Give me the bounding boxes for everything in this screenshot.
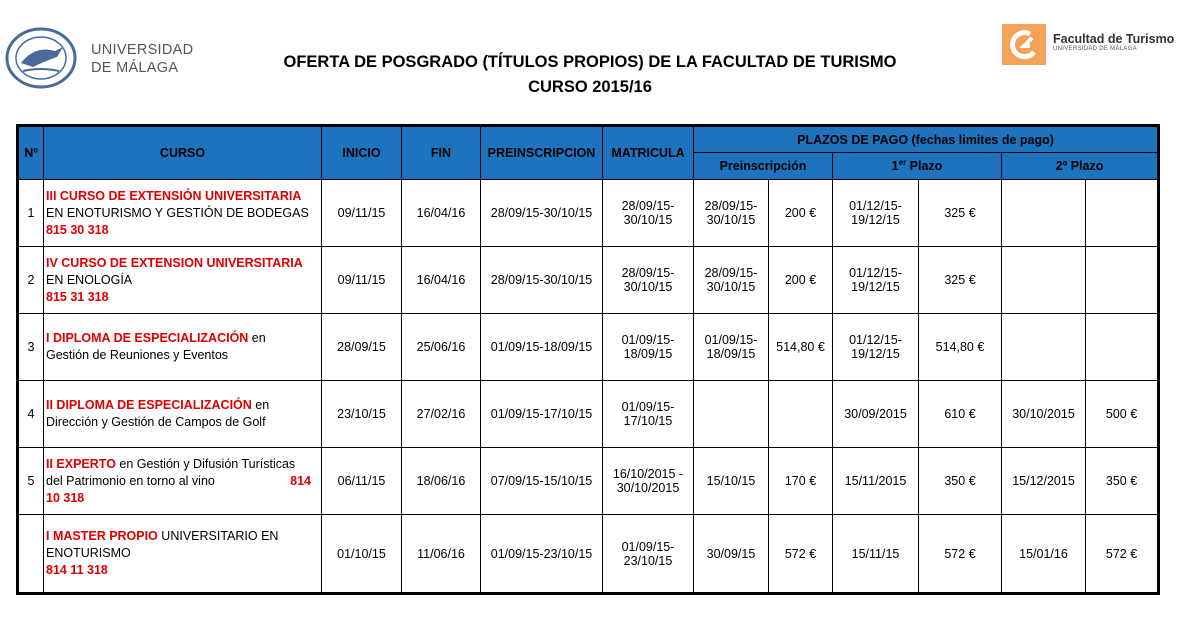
col-header-fin: FIN (402, 126, 481, 180)
first-payment-date: 01/12/15- 19/12/15 (833, 180, 919, 247)
start-date: 23/10/15 (322, 381, 402, 448)
second-payment-amount (1086, 247, 1159, 314)
enrollment-period: 01/09/15- 17/10/15 (603, 381, 694, 448)
preinscription-period: 07/09/15-15/10/15 (481, 448, 603, 515)
enrollment-period: 16/10/2015 - 30/10/2015 (603, 448, 694, 515)
enrollment-period: 01/09/15- 18/09/15 (603, 314, 694, 381)
pre-payment-date: 30/09/15 (694, 515, 769, 594)
course-cell: II EXPERTO en Gestión y Difusión Turísticas del Patrimonio en torno al vino 814 10 318 (44, 448, 322, 515)
second-payment-date (1002, 314, 1086, 381)
table-row (18, 247, 1159, 314)
course-cell: II DIPLOMA DE ESPECIALIZACIÓN en Dirección y Gestión de Campos de Golf (44, 381, 322, 448)
first-payment-date: 01/12/15- 19/12/15 (833, 314, 919, 381)
col-header-sub-plazo1: 1er Plazo (833, 153, 1002, 180)
preinscription-period: 28/09/15-30/10/15 (481, 180, 603, 247)
pre-payment-date (694, 381, 769, 448)
faculty-logo-title: Facultad de Turismo (1053, 32, 1175, 46)
row-number: 4 (18, 381, 44, 448)
pre-payment-amount: 572 € (769, 515, 833, 594)
start-date: 06/11/15 (322, 448, 402, 515)
course-cell: I MASTER PROPIO UNIVERSITARIO EN ENOTURISMO 814 11 318 (44, 515, 322, 594)
col-header-curso: CURSO (44, 126, 322, 180)
col-header-matricula: MATRICULA (603, 126, 694, 180)
row-number: 1 (18, 180, 44, 247)
pre-payment-amount: 200 € (769, 180, 833, 247)
col-header-sub-plazo2: 2º Plazo (1002, 153, 1159, 180)
start-date: 09/11/15 (322, 247, 402, 314)
preinscription-period: 01/09/15-17/10/15 (481, 381, 603, 448)
end-date: 16/04/16 (402, 180, 481, 247)
col-header-preinscripcion: PREINSCRIPCION (481, 126, 603, 180)
faculty-logo-subtitle: UNIVERSIDAD DE MÁLAGA (1053, 46, 1137, 52)
first-payment-date: 30/09/2015 (833, 381, 919, 448)
first-payment-date: 01/12/15- 19/12/15 (833, 247, 919, 314)
col-header-n: Nº (18, 126, 44, 180)
start-date: 09/11/15 (322, 180, 402, 247)
end-date: 25/06/16 (402, 314, 481, 381)
first-payment-amount: 572 € (919, 515, 1002, 594)
second-payment-date (1002, 247, 1086, 314)
pre-payment-amount: 200 € (769, 247, 833, 314)
university-name: UNIVERSIDAD DE MÁLAGA (91, 42, 194, 76)
first-payment-amount: 325 € (919, 180, 1002, 247)
first-payment-amount: 514,80 € (919, 314, 1002, 381)
enrollment-period: 28/09/15- 30/10/15 (603, 247, 694, 314)
pre-payment-date: 15/10/15 (694, 448, 769, 515)
second-payment-date (1002, 180, 1086, 247)
preinscription-period: 01/09/15-18/09/15 (481, 314, 603, 381)
pre-payment-amount: 514,80 € (769, 314, 833, 381)
col-header-sub-preinscripcion: Preinscripción (694, 153, 833, 180)
second-payment-amount: 350 € (1086, 448, 1159, 515)
preinscription-period: 28/09/15-30/10/15 (481, 247, 603, 314)
university-seal-icon (5, 27, 77, 89)
pre-payment-date: 28/09/15- 30/10/15 (694, 247, 769, 314)
second-payment-amount: 572 € (1086, 515, 1159, 594)
table-row (18, 381, 1159, 448)
course-cell: III CURSO DE EXTENSIÓN UNIVERSITARIA EN ENOTURISMO Y GESTIÓN DE BODEGAS 815 30 318 (44, 180, 322, 247)
first-payment-amount: 350 € (919, 448, 1002, 515)
preinscription-period: 01/09/15-23/10/15 (481, 515, 603, 594)
faculty-logo (1002, 24, 1178, 68)
university-logo (3, 25, 194, 91)
first-payment-amount: 610 € (919, 381, 1002, 448)
second-payment-amount (1086, 314, 1159, 381)
courses-table (16, 124, 1160, 595)
row-number: 3 (18, 314, 44, 381)
course-cell: IV CURSO DE EXTENSION UNIVERSITARIA EN ENOLOGÍA 815 31 318 (44, 247, 322, 314)
start-date: 28/09/15 (322, 314, 402, 381)
pre-payment-amount (769, 381, 833, 448)
pre-payment-date: 01/09/15- 18/09/15 (694, 314, 769, 381)
table-row (18, 180, 1159, 247)
row-number: 5 (18, 448, 44, 515)
table-header-row (18, 126, 1159, 153)
row-number: 2 (18, 247, 44, 314)
table-row (18, 448, 1159, 515)
second-payment-amount: 500 € (1086, 381, 1159, 448)
first-payment-date: 15/11/15 (833, 515, 919, 594)
first-payment-date: 15/11/2015 (833, 448, 919, 515)
end-date: 18/06/16 (402, 448, 481, 515)
pre-payment-date: 28/09/15- 30/10/15 (694, 180, 769, 247)
end-date: 27/02/16 (402, 381, 481, 448)
col-header-inicio: INICIO (322, 126, 402, 180)
course-cell: I DIPLOMA DE ESPECIALIZACIÓN en Gestión de Reuniones y Eventos (44, 314, 322, 381)
enrollment-period: 28/09/15- 30/10/15 (603, 180, 694, 247)
col-header-plazos: PLAZOS DE PAGO (fechas limites de pago) (694, 126, 1159, 153)
second-payment-date: 15/01/16 (1002, 515, 1086, 594)
start-date: 01/10/15 (322, 515, 402, 594)
faculty-logo-icon (1002, 24, 1046, 65)
second-payment-date: 30/10/2015 (1002, 381, 1086, 448)
table-row (18, 515, 1159, 594)
second-payment-amount (1086, 180, 1159, 247)
second-payment-date: 15/12/2015 (1002, 448, 1086, 515)
end-date: 11/06/16 (402, 515, 481, 594)
enrollment-period: 01/09/15- 23/10/15 (603, 515, 694, 594)
row-number (18, 515, 44, 594)
pre-payment-amount: 170 € (769, 448, 833, 515)
end-date: 16/04/16 (402, 247, 481, 314)
first-payment-amount: 325 € (919, 247, 1002, 314)
table-row (18, 314, 1159, 381)
page-title: OFERTA DE POSGRADO (TÍTULOS PROPIOS) DE LA FACULTAD DE TURISMO CURSO 2015/16 (283, 53, 897, 96)
